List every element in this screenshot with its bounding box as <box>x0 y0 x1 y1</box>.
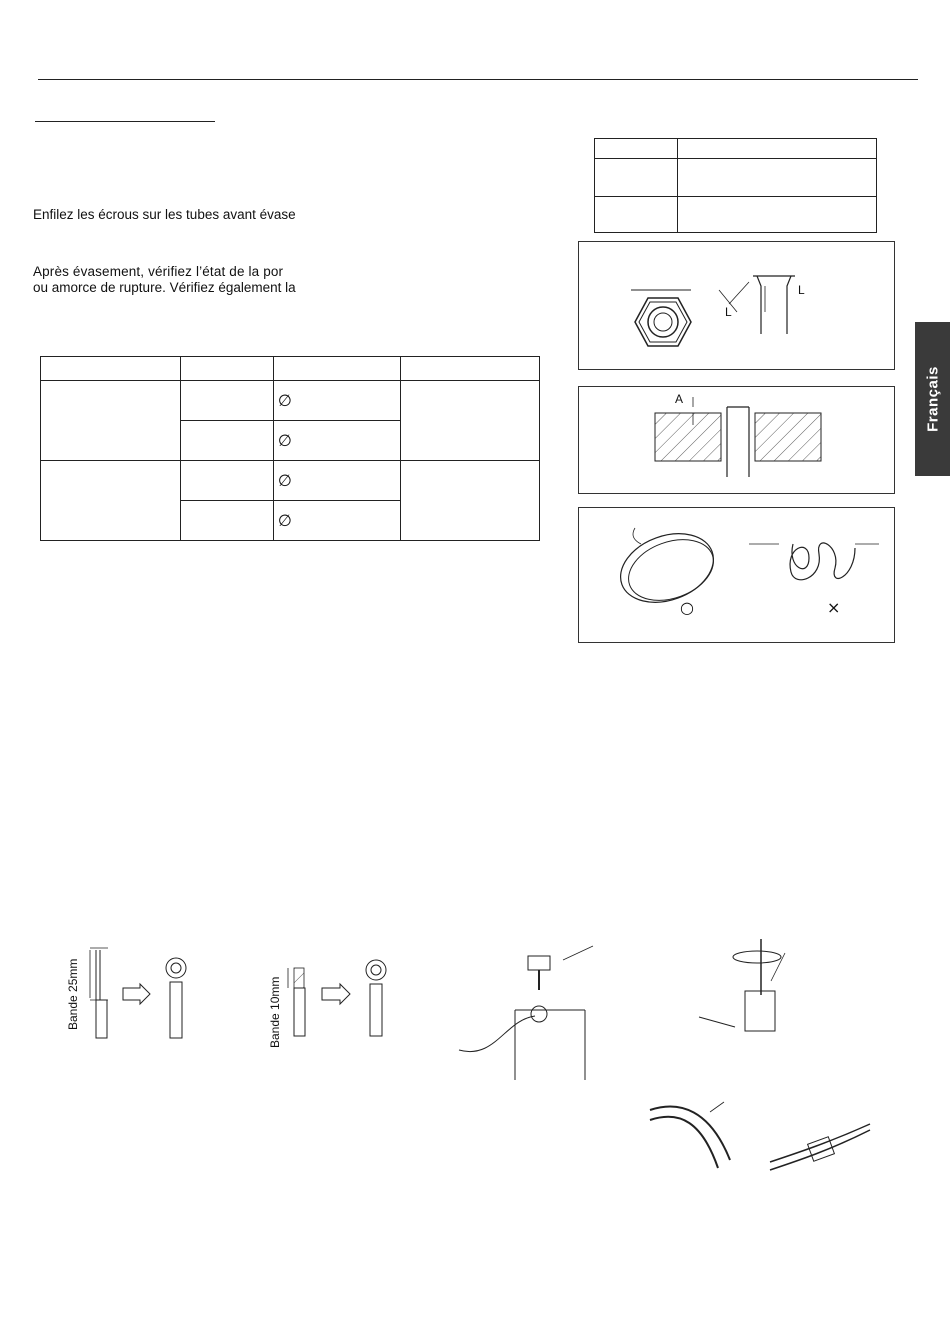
table-cell <box>595 197 678 233</box>
table-cell <box>181 461 274 501</box>
table-cell <box>401 461 540 541</box>
table-cell <box>181 381 274 421</box>
table-cell <box>181 357 274 381</box>
table-header-row <box>595 139 877 159</box>
diameter-symbol: ∅ <box>274 501 401 541</box>
table-cell <box>181 421 274 461</box>
flare-length-label: L <box>798 283 805 297</box>
table-cell <box>41 461 181 541</box>
strip-10mm-label: Bande 10mm <box>268 976 282 1048</box>
correct-mark: ○ <box>680 598 694 617</box>
paragraph-inspect-line2: ou amorce de rupture. Vérifiez également la <box>33 280 296 295</box>
table-cell <box>678 197 877 233</box>
flare-nut-illustration <box>579 242 894 369</box>
table-header-row <box>41 357 540 381</box>
flare-length-label: L <box>725 305 732 319</box>
flare-dimension-table <box>594 138 877 233</box>
diameter-table <box>40 356 540 541</box>
incorrect-mark: × <box>827 598 841 617</box>
language-tab[interactable] <box>915 322 950 476</box>
cable-clamp-illustration <box>640 1090 880 1180</box>
table-cell <box>678 159 877 197</box>
language-tab-label: Français <box>924 366 941 432</box>
protrusion-label-a: A <box>675 392 684 406</box>
header-rule <box>38 79 918 80</box>
paragraph-nuts: Enfilez les écrous sur les tubes avant évase <box>33 207 296 222</box>
wire-strip-25mm-illustration <box>60 940 230 1050</box>
section-heading-underline <box>35 121 215 122</box>
table-cell <box>401 357 540 381</box>
diameter-symbol: ∅ <box>274 421 401 461</box>
table-cell <box>274 357 401 381</box>
table-cell <box>401 381 540 461</box>
pipe-bending-figure <box>578 507 895 643</box>
table-cell <box>41 357 181 381</box>
table-cell <box>595 159 678 197</box>
strip-25mm-label: Bande 25mm <box>66 958 80 1030</box>
flare-nut-figure <box>578 241 895 370</box>
pipe-protrusion-figure <box>578 386 895 494</box>
table-cell <box>181 501 274 541</box>
paragraph-inspect-line1: Après évasement, vérifiez l’état de la por <box>33 264 284 279</box>
terminal-block-illustration <box>455 940 615 1085</box>
screwdriver-illustration <box>695 935 825 1050</box>
table-row <box>41 381 540 421</box>
pipe-coil-illustration <box>579 508 894 642</box>
table-cell <box>678 139 877 159</box>
wire-strip-10mm-illustration <box>270 950 440 1050</box>
table-cell <box>41 381 181 461</box>
table-row <box>595 159 877 197</box>
table-row <box>595 197 877 233</box>
pipe-cross-section <box>579 387 894 493</box>
diameter-symbol: ∅ <box>274 381 401 421</box>
table-cell <box>595 139 678 159</box>
table-row <box>41 461 540 501</box>
diameter-symbol: ∅ <box>274 461 401 501</box>
